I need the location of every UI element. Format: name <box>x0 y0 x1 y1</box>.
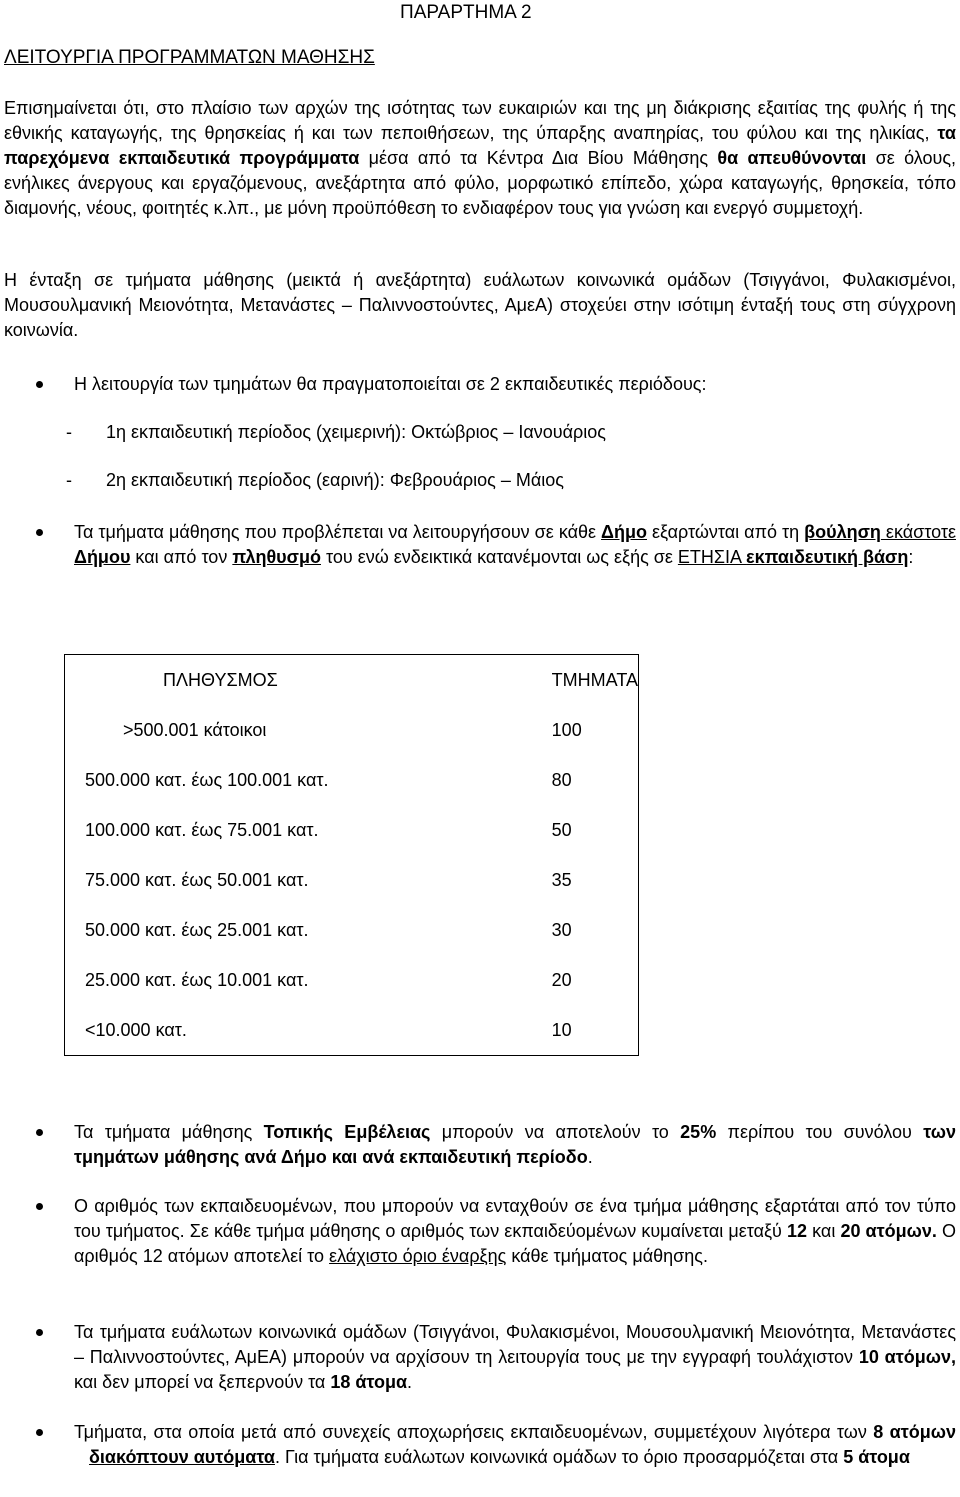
table-row: 75.000 κατ. έως 50.001 κατ. 35 <box>85 869 572 890</box>
table-row: 100.000 κατ. έως 75.001 κατ. 50 <box>85 819 572 840</box>
bullet-icon <box>36 529 43 536</box>
bullet-icon <box>36 381 43 388</box>
bullet-icon <box>36 1203 43 1210</box>
periods-bullet: Η λειτουργία των τμημάτων θα πραγματοποιείται σε 2 εκπαιδευτικές περιόδους: <box>36 372 956 397</box>
table-row: 50.000 κατ. έως 25.001 κατ. 30 <box>85 919 572 940</box>
bullet-icon <box>36 1429 43 1436</box>
population-table <box>64 654 639 1056</box>
table-row: >500.001 κάτοικοι 100 <box>123 719 582 740</box>
local-scope-bullet: Τα τμήματα μάθησης Τοπικής Εμβέλειας μπορούν να αποτελούν το 25% περίπου του συνόλου των τμημάτων μάθησης ανά Δήμο και ανά εκπαιδευτική περίοδο. <box>36 1120 956 1170</box>
document-title: ΛΕΙΤΟΥΡΓΙΑ ΠΡΟΓΡΑΜΜΑΤΩΝ ΜΑΘΗΣΗΣ <box>4 47 375 68</box>
header-sections: ΤΜΗΜΑΤΑ <box>551 669 638 690</box>
bullet-icon <box>36 1129 43 1136</box>
allocation-bullet: Τα τμήματα μάθησης που προβλέπεται να λειτουργήσουν σε κάθε Δήμο εξαρτώνται από τη βούληση εκάστοτε Δήμου και από τον πληθυσμό του ενώ ενδεικτικά κατανέμονται ως εξής σε ΕΤΗΣΙΑ εκπαιδευτική βάση: <box>36 520 956 570</box>
vulnerable-groups-paragraph: Η ένταξη σε τμήματα μάθησης (μεικτά ή ανεξάρτητα) ευάλωτων κοινωνικά ομάδων (Τσιγγάνοι, Φυλακισμένοι, Μουσουλμανική Μειονότητα, Μετανάστες – Παλιννοστούντες, ΑμεΑ) στοχεύει στην ισότιμη ένταξή τους στη σύγχρονη κοινωνία. <box>4 270 956 340</box>
table-header-row <box>65 655 639 706</box>
vulnerable-sections-bullet: Τα τμήματα ευάλωτων κοινωνικά ομάδων (Τσιγγάνοι, Φυλακισμένοι, Μουσουλμανική Μειονότητα, Μετανάστες – Παλιννοστούντες, ΑμΕΑ) μπορούν να αρχίσουν τη λειτουργία τους με την εγγραφή τουλάχιστον 10 ατόμων, και δεν μπορεί να ξεπερνούν τα 18 άτομα. <box>36 1320 956 1395</box>
intro-paragraph: Επισημαίνεται ότι, στο πλαίσιο των αρχών της ισότητας των ευκαιριών και της μη διάκρισης εξαιτίας της φυλής ή της εθνικής καταγωγής, της θρησκείας ή και των πεποιθήσεων, της ύπαρξης αναπηρίας, του φύλου και της ηλικίας, τα παρεχόμενα εκπαιδευτικά προγράμματα μέσα από τα Κέντρα Δια Βίου Μάθησης θα απευθύνονται σε όλους, ενήλικες άνεργους και εργαζόμενους, ανεξάρτητα από φύλο, μορφωτικό επίπεδο, χώρα καταγωγής, θρησκεία, τόπο διαμονής, νέους, φοιτητές κ.λπ., με μόνη προϋπόθεση το ενδιαφέρον τους για γνώση και ενεργό συμμετοχή. <box>4 98 956 218</box>
header-population: ΠΛΗΘΥΣΜΟΣ <box>163 669 278 690</box>
table-row: 500.000 κατ. έως 100.001 κατ. 80 <box>85 769 572 790</box>
interruption-bullet: Τμήματα, στα οποία μετά από συνεχείς αποχωρήσεις εκπαιδευομένων, συμμετέχουν λιγότερα των 8 ατόμων διακόπτουν αυτόματα. Για τμήματα ευάλωτων κοινωνικά ομάδων το όριο προσαρμόζεται στα 5 άτομα <box>36 1420 956 1470</box>
table-row: <10.000 κατ. 10 <box>85 1019 572 1040</box>
trainees-bullet: Ο αριθμός των εκπαιδευομένων, που μπορούν να ενταχθούν σε ένα τμήμα μάθησης εξαρτάται από τον τύπο του τμήματος. Σε κάθε τμήμα μάθησης ο αριθμός των εκπαιδεύομένων κυμαίνεται μεταξύ 12 και 20 ατόμων. Ο αριθμός 12 ατόμων αποτελεί το ελάχιστο όριο έναρξης κάθε τμήματος μάθησης. <box>36 1194 956 1269</box>
bullet-icon <box>36 1329 43 1336</box>
table-row: 25.000 κατ. έως 10.001 κατ. 20 <box>85 969 572 990</box>
annex-label: ΠΑΡΑΡΤΗΜΑ 2 <box>400 2 532 23</box>
